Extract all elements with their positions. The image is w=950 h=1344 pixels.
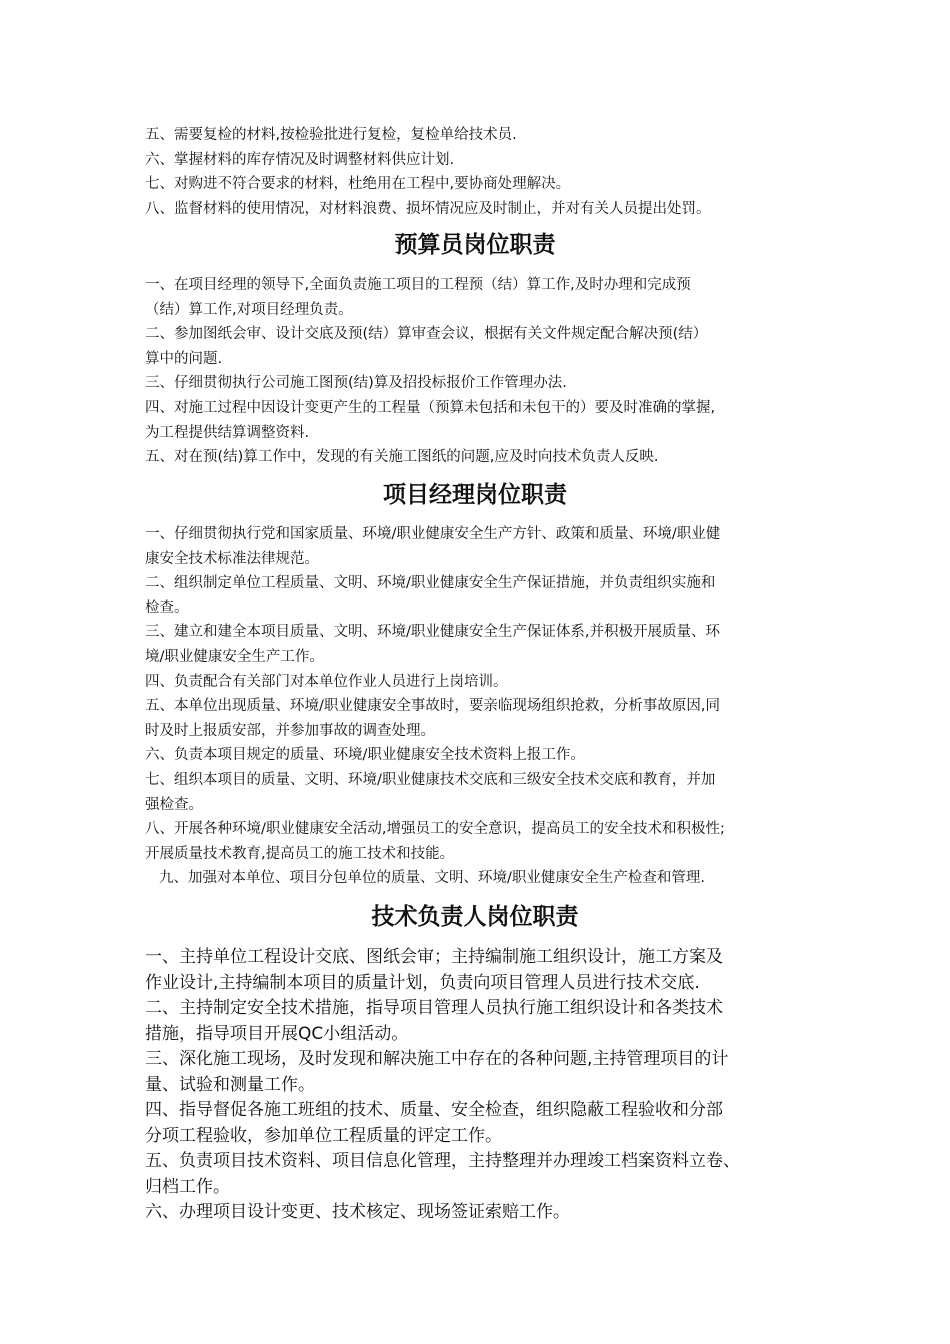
budget-line: 四、对施工过程中因设计变更产生的工程量（预算未包括和未包干的）要及时准确的掌握, xyxy=(145,399,716,416)
budget-line: 二、参加图纸会审、设计交底及预(结）算审查会议，根据有关文件规定配合解决预(结） xyxy=(145,326,708,343)
manager-line: 强检查。 xyxy=(145,796,203,813)
materials-item: 六、掌握材料的库存情况及时调整材料供应计划. xyxy=(145,151,455,168)
tech-line: 措施，指导项目开展QC小组活动。 xyxy=(145,1023,409,1044)
manager-line: 开展质量技术教育,提高员工的施工技术和技能。 xyxy=(145,845,455,862)
manager-line: 一、仔细贯彻执行党和国家质量、环境/职业健康安全生产方针、政策和质量、环境/职业健 xyxy=(145,526,721,542)
tech-line: 二、主持制定安全技术措施，指导项目管理人员执行施工组织设计和各类技术 xyxy=(145,998,723,1018)
tech-line: 量、试验和测量工作。 xyxy=(145,1074,315,1095)
manager-line: 四、负责配合有关部门对本单位作业人员进行上岗培训。 xyxy=(145,673,508,690)
materials-item: 五、需要复检的材料,按检验批进行复检，复检单给技术员. xyxy=(145,127,517,143)
budget-line: （结）算工作,对项目经理负责。 xyxy=(145,301,353,318)
materials-item: 七、对购进不符合要求的材料，杜绝用在工程中,要协商处理解决。 xyxy=(145,176,571,193)
manager-line: 五、本单位出现质量、环境/职业健康安全事故时，要亲临现场组织抢救，分析事故原因,同 xyxy=(145,698,720,715)
budget-heading: 预算员岗位职责 xyxy=(394,231,556,258)
manager-line: 九、加强对本单位、项目分包单位的质量、文明、环境/职业健康安全生产检查和管理. xyxy=(159,870,705,887)
manager-line: 检查。 xyxy=(145,599,189,616)
tech-section xyxy=(145,945,825,1226)
tech-heading: 技术负责人岗位职责 xyxy=(371,903,579,930)
tech-line: 分项工程验收，参加单位工程质量的评定工作。 xyxy=(145,1125,502,1146)
manager-section xyxy=(145,522,825,891)
tech-line: 六、办理项目设计变更、技术核定、现场签证索赔工作。 xyxy=(145,1202,570,1222)
manager-line: 二、组织制定单位工程质量、文明、环境/职业健康安全生产保证措施，并负责组织实施和 xyxy=(145,575,716,592)
manager-line: 康安全技术标准法律规范。 xyxy=(145,550,319,567)
manager-line: 时及时上报质安部，并参加事故的调查处理。 xyxy=(145,722,435,739)
manager-line: 八、开展各种环境/职业健康安全活动,增强员工的安全意识，提高员工的安全技术和积极性; xyxy=(145,821,725,838)
tech-line: 四、指导督促各施工班组的技术、质量、安全检查，组织隐蔽工程验收和分部 xyxy=(145,1100,723,1120)
tech-line: 三、深化施工现场，及时发现和解决施工中存在的各种问题,主持管理项目的计 xyxy=(145,1049,729,1069)
materials-item: 八、监督材料的使用情况，对材料浪费、损坏情况应及时制止，并对有关人员提出处罚。 xyxy=(145,200,711,217)
materials-section xyxy=(145,123,825,221)
budget-line: 算中的问题. xyxy=(145,350,223,367)
budget-section xyxy=(145,273,825,470)
tech-line: 五、负责项目技术资料、项目信息化管理，主持整理并办理竣工档案资料立卷、 xyxy=(145,1151,740,1171)
budget-line: 五、对在预(结)算工作中，发现的有关施工图纸的问题,应及时向技术负责人反映. xyxy=(145,449,659,466)
manager-line: 七、组织本项目的质量、文明、环境/职业健康技术交底和三级安全技术交底和教育，并加 xyxy=(145,771,716,788)
manager-line: 三、建立和建全本项目质量、文明、环境/职业健康安全生产保证体系,并积极开展质量、环 xyxy=(145,624,720,641)
tech-line: 作业设计,主持编制本项目的质量计划，负责向项目管理人员进行技术交底. xyxy=(145,972,700,993)
budget-line: 三、仔细贯彻执行公司施工图预(结)算及招投标报价工作管理办法. xyxy=(145,375,567,392)
manager-line: 境/职业健康安全生产工作。 xyxy=(145,648,324,665)
manager-line: 六、负责本项目规定的质量、环境/职业健康安全技术资料上报工作。 xyxy=(145,747,585,764)
budget-line: 为工程提供结算调整资料. xyxy=(145,424,310,441)
tech-line: 一、主持单位工程设计交底、图纸会审；主持编制施工组织设计，施工方案及 xyxy=(145,947,723,967)
manager-heading: 项目经理岗位职责 xyxy=(383,481,567,508)
budget-line: 一、在项目经理的领导下,全面负责施工项目的工程预（结）算工作,及时办理和完成预 xyxy=(145,277,691,293)
tech-line: 归档工作。 xyxy=(145,1176,230,1197)
